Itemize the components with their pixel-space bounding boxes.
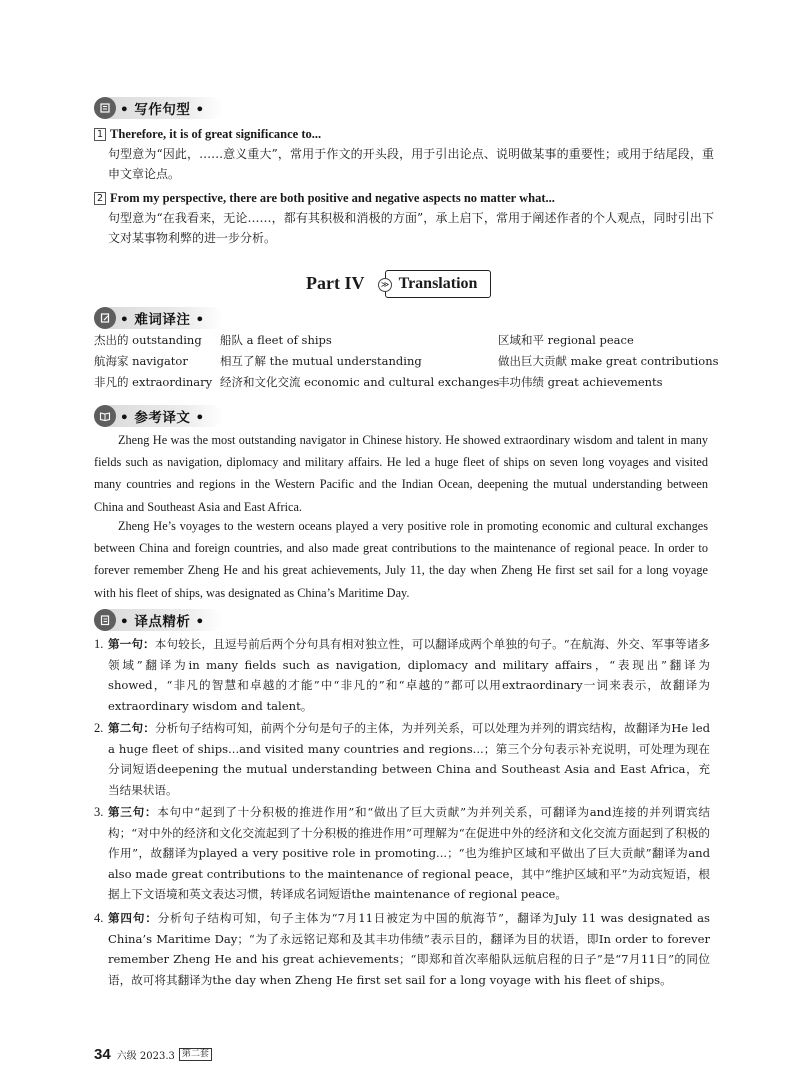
item-number: 1. (94, 637, 104, 651)
writing-item-1 (94, 124, 714, 184)
vocab-entry: 做出巨大贡献 make great contributions (498, 354, 719, 368)
item-lead: 第一句： (108, 637, 155, 651)
item-lead: 第三句： (108, 805, 158, 819)
item-lead: 第四句： (108, 911, 158, 925)
item-text: 本句较长，且逗号前后两个分句具有相对独立性，可以翻译成两个单独的句子。“在航海、外交、军事等诸多领域”翻译为in many fields such as navigation, diplomacy and military affairs，“表现出”翻译为showed，“非凡的智慧和卓越的才能”中“非凡的”和“卓越的”都可以用extraordinary一词来表示，故翻译为extraordinary wisdom and talent。 (108, 637, 710, 713)
pattern-explanation: 句型意为“因此，……意义重大”，常用于作文的开头段，用于引出论点、说明做某事的重要性；或用于结尾段，重申文章论点。 (108, 147, 714, 181)
vocab-entry: 相互了解 the mutual understanding (220, 354, 422, 368)
vocab-entry: 区域和平 regional peace (498, 333, 634, 347)
pattern-explanation: 句型意为“在我看来，无论……，都有其积极和消极的方面”，承上启下，常用于阐述作者的个人观点，同时引出下文对某事物利弊的进一步分析。 (108, 211, 714, 245)
section-header-reference (94, 404, 223, 428)
page-number: 34 (94, 1046, 111, 1063)
page-footer (94, 1046, 212, 1063)
part-heading (0, 270, 800, 300)
analysis-item-1 (94, 634, 710, 716)
open-book-icon (94, 405, 116, 427)
section-title: • 难词译注 • (120, 312, 205, 328)
item-number: 2 (94, 192, 106, 205)
item-number: 4. (94, 911, 104, 925)
item-number: 1 (94, 128, 106, 141)
arrow-icon: ≫ (378, 278, 392, 292)
section-title: • 参考译文 • (120, 410, 205, 426)
vocab-entry: 非凡的 extraordinary (94, 375, 213, 389)
vocab-entry: 丰功伟绩 great achievements (498, 375, 663, 389)
vocab-entry: 杰出的 outstanding (94, 333, 202, 347)
pattern-sentence: Therefore, it is of great significance to... (110, 127, 322, 141)
item-text: 本句中“起到了十分积极的推进作用”和“做出了巨大贡献”为并列关系，可翻译为and连接的并列谓宾结构；“对中外的经济和文化交流起到了十分积极的推进作用”可理解为“在促进中外的经济和文化交流方面起到了积极的作用”，故翻译为played a very positive role in promoting...；“也为维护区域和平做出了巨大贡献”翻译为and also made great contributions to the maintenance of regional peace，其中“维护区域和平”为动宾短语，根据上下文语境和英文表达习惯，转译成名词短语the maintenance of regional peace。 (108, 805, 710, 902)
analysis-item-4 (94, 908, 710, 990)
vocab-entry: 航海家 navigator (94, 354, 188, 368)
analysis-item-3 (94, 802, 710, 905)
item-number: 2. (94, 721, 104, 735)
section-header-writing (94, 96, 223, 120)
vocab-entry: 经济和文化交流 economic and cultural exchanges (220, 375, 500, 389)
part-label: Part IV (306, 273, 365, 293)
section-header-analysis (94, 608, 223, 632)
vocab-entry: 船队 a fleet of ships (220, 333, 332, 347)
item-text: 分析句子结构可知，前两个分句是句子的主体，为并列关系，可以处理为并列的谓宾结构，故翻译为He led a huge fleet of ships...and visited many countries and regions...；第三个分句表示补充说明，可处理为现在分词短语deepening the mutual understanding between China and Southeast Asia and East Africa，充当结果状语。 (108, 721, 710, 797)
section-title: • 写作句型 • (120, 102, 205, 118)
pencil-icon (94, 307, 116, 329)
magazine-issue: 六级 2023.3 (116, 1051, 175, 1062)
volume-badge: 第二套 (179, 1048, 212, 1061)
item-text: 分析句子结构可知，句子主体为“7月11日被定为中国的航海节”，翻译为July 11 was designated as China’s Maritime Day；“为了永远铭记郑和及其丰功伟绩”表示目的，翻译为目的状语，即In order to forever remember Zheng He and his great achievements；“即郑和首次率船队远航启程的日子”是“7月11日”的同位语，故可将其翻译为the day when Zheng He first set sail for a long voyage with his fleet of ships。 (108, 911, 710, 987)
notebook-icon (94, 609, 116, 631)
section-header-vocab (94, 306, 223, 330)
book-icon (94, 97, 116, 119)
analysis-item-2 (94, 718, 710, 800)
item-number: 3. (94, 805, 104, 819)
reference-paragraph-2: Zheng He’s voyages to the western oceans played a very positive role in promoting economic and cultural exchanges between China and foreign countries, and also made great contributions to the maintenance of regional peace. In order to forever remember Zheng He and his great achievements, July 11, the day when Zheng He first set sail for a long voyage with his fleet of ships, was designated as China’s Maritime Day. (94, 519, 708, 600)
pattern-sentence: From my perspective, there are both positive and negative aspects no matter what... (110, 191, 555, 205)
reference-paragraph-1: Zheng He was the most outstanding navigator in Chinese history. He showed extraordinary wisdom and talent in many fields such as navigation, diplomacy and military affairs. He led a huge fleet of ships on seven long voyages and visited many countries and regions in the Western Pacific and the Indian Ocean, deepening the mutual understanding between China and Southeast Asia and East Africa. (94, 433, 708, 514)
item-lead: 第二句： (108, 721, 155, 735)
writing-item-2 (94, 188, 714, 248)
part-title-box: Translation (385, 270, 491, 298)
section-title: • 译点精析 • (120, 614, 205, 630)
